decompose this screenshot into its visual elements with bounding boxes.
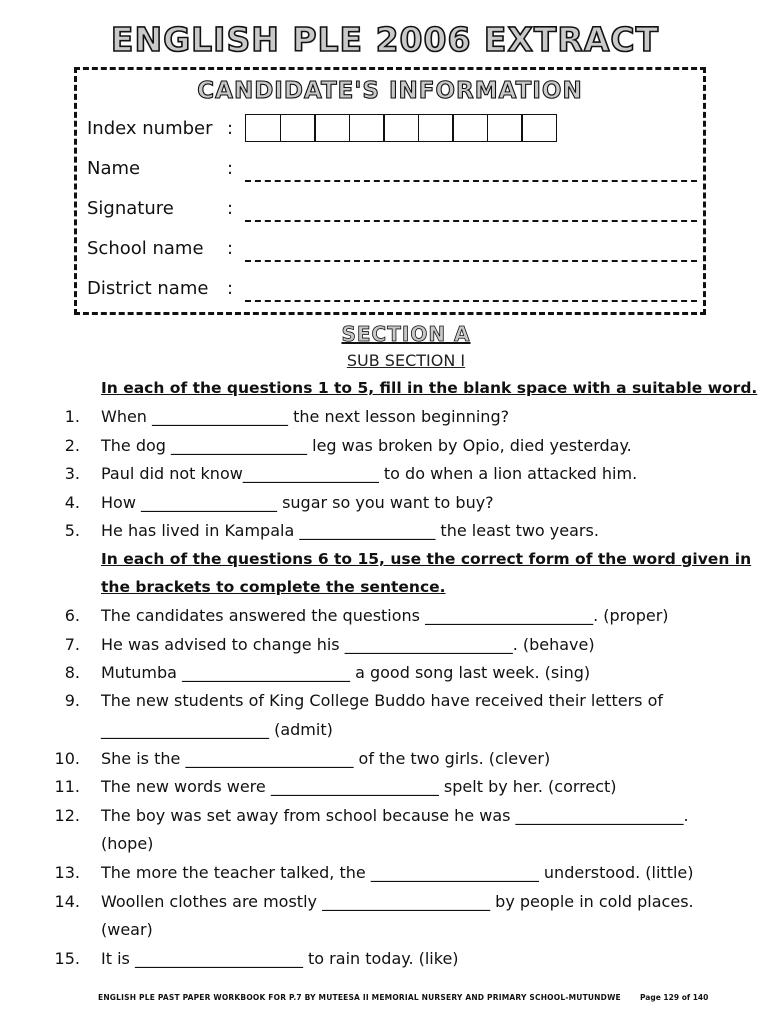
index-digit-box[interactable] <box>383 114 419 142</box>
question-text: He was advised to change his _____________________. (behave) <box>101 635 595 654</box>
index-digit-box[interactable] <box>521 114 557 142</box>
index-digit-box[interactable] <box>314 114 350 142</box>
question-text: Paul did not know_________________ to do when a lion attacked him. <box>101 464 638 483</box>
question-number: 3. <box>64 464 80 483</box>
question-text: The new words were _____________________ spelt by her. (correct) <box>101 777 617 796</box>
question-number: 7. <box>64 635 80 654</box>
index-digit-box[interactable] <box>487 114 523 142</box>
question-number: 12. <box>54 806 80 825</box>
question-text: The new students of King College Buddo have received their letters of <box>101 691 664 710</box>
subsection-title: SUB SECTION I <box>346 351 466 370</box>
question-5 <box>0 521 770 545</box>
index-digit-box[interactable] <box>245 114 281 142</box>
question-text: When _________________ the next lesson beginning? <box>101 407 510 426</box>
question-number: 13. <box>54 863 80 882</box>
question-1 <box>0 407 770 431</box>
question-10 <box>0 749 770 773</box>
question-6 <box>0 606 770 630</box>
section-title: SECTION A <box>341 322 471 346</box>
field-colon: : <box>227 238 234 259</box>
field-colon: : <box>227 278 234 299</box>
index-digit-box[interactable] <box>418 114 454 142</box>
question-number: 14. <box>54 892 80 911</box>
question-text: It is _____________________ to rain today. (like) <box>101 949 459 968</box>
question-13 <box>0 863 770 887</box>
school-name-input-line[interactable] <box>245 260 697 262</box>
question-number: 9. <box>64 691 80 710</box>
index-number-label: Index number <box>87 118 213 139</box>
signature-input-line[interactable] <box>245 220 697 222</box>
footer-workbook-credit: ENGLISH PLE PAST PAPER WORKBOOK FOR P.7 BY MUTEESA II MEMORIAL NURSERY AND PRIMARY SCHOOL-MUTUNDWE <box>98 993 621 1002</box>
question-number: 15. <box>54 949 80 968</box>
question-14-continued: (wear) <box>101 920 153 939</box>
page-title: ENGLISH PLE 2006 EXTRACT <box>110 20 660 59</box>
question-9 <box>0 691 770 715</box>
question-4 <box>0 493 770 517</box>
instruction-1: In each of the questions 1 to 5, fill in the blank space with a suitable word. <box>101 379 758 397</box>
question-12-continued: (hope) <box>101 834 154 853</box>
question-text: She is the _____________________ of the two girls. (clever) <box>101 749 551 768</box>
question-3 <box>0 464 770 488</box>
question-text: He has lived in Kampala _________________ the least two years. <box>101 521 599 540</box>
candidate-info-heading: CANDIDATE'S INFORMATION <box>197 78 583 104</box>
question-text: Woollen clothes are mostly _____________________ by people in cold places. <box>101 892 694 911</box>
question-14 <box>0 892 770 916</box>
district-name-label: District name <box>87 278 209 299</box>
question-7 <box>0 635 770 659</box>
question-number: 5. <box>64 521 80 540</box>
question-text: The boy was set away from school because he was _____________________. <box>101 806 689 825</box>
question-number: 4. <box>64 493 80 512</box>
question-number: 1. <box>64 407 80 426</box>
question-11 <box>0 777 770 801</box>
question-text: The candidates answered the questions _____________________. (proper) <box>101 606 669 625</box>
question-15 <box>0 949 770 973</box>
question-8 <box>0 663 770 687</box>
candidate-info-box <box>74 67 706 315</box>
question-12 <box>0 806 770 830</box>
instruction-2-continued: the brackets to complete the sentence. <box>101 578 446 596</box>
question-9-continued: _____________________ (admit) <box>101 720 333 739</box>
name-label: Name <box>87 158 141 179</box>
question-text: How _________________ sugar so you want to buy? <box>101 493 494 512</box>
index-digit-box[interactable] <box>349 114 385 142</box>
question-number: 10. <box>54 749 80 768</box>
question-number: 2. <box>64 436 80 455</box>
index-digit-box[interactable] <box>452 114 488 142</box>
question-text: Mutumba _____________________ a good song last week. (sing) <box>101 663 591 682</box>
name-input-line[interactable] <box>245 180 697 182</box>
question-number: 8. <box>64 663 80 682</box>
field-colon: : <box>227 118 234 139</box>
district-name-input-line[interactable] <box>245 300 697 302</box>
footer-page-number: Page 129 of 140 <box>640 993 709 1002</box>
instruction-2: In each of the questions 6 to 15, use the correct form of the word given in <box>101 550 752 568</box>
index-digit-box[interactable] <box>280 114 316 142</box>
field-colon: : <box>227 198 234 219</box>
question-text: The dog _________________ leg was broken by Opio, died yesterday. <box>101 436 632 455</box>
signature-label: Signature <box>87 198 174 219</box>
index-number-boxes[interactable] <box>245 114 556 142</box>
field-colon: : <box>227 158 234 179</box>
question-text: The more the teacher talked, the _____________________ understood. (little) <box>101 863 694 882</box>
school-name-label: School name <box>87 238 204 259</box>
question-number: 6. <box>64 606 80 625</box>
question-2 <box>0 436 770 460</box>
question-number: 11. <box>54 777 80 796</box>
